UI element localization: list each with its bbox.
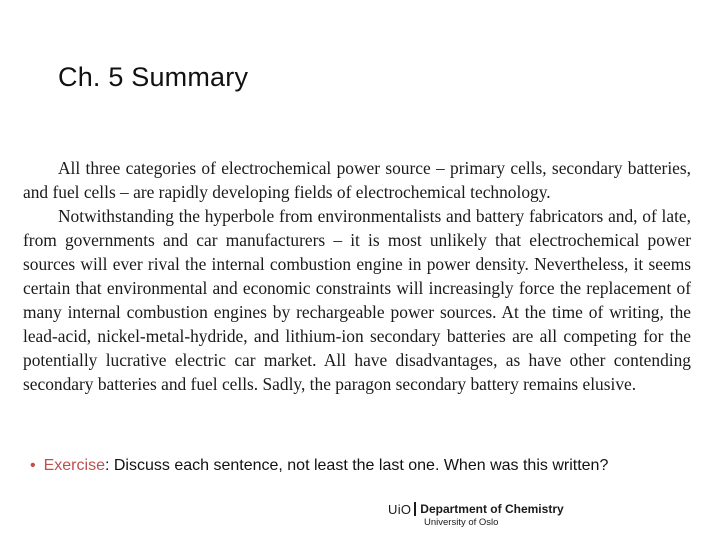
paragraph-two: Notwithstanding the hyperbole from environmentalists and battery fabricators and, of late, from governments and car manufacturers – it is most unlikely that electrochemical power sources will ever rival the internal combustion engine in power density. Nevertheless, it seems certain that environmental and economic constraints will increasingly force the replacement of many internal combustion engines by rechargeable power sources. At the time of writing, the lead-acid, nickel-metal-hydride, and lithium-ion secondary batteries are all competing for the potentially lucrative electric car market. All have disadvantages, as have other contending secondary batteries and fuel cells. Sadly, the paragon secondary battery remains elusive. [23,206,691,394]
university-name: University of Oslo [424,517,499,528]
uio-department-logo [388,501,564,528]
uio-logo-text: UiO [388,501,412,517]
logo-divider [414,502,416,516]
paragraph-one: All three categories of electrochemical power source – primary cells, secondary batteries, and fuel cells – are rapidly developing fields of electrochemical technology. [23,158,691,202]
slide-title: Ch. 5 Summary [58,62,249,92]
scanned-text-excerpt [23,156,691,396]
bullet-icon: • [30,457,36,474]
exercise-keyword: Exercise [43,457,105,474]
department-name: Department of Chemistry [420,502,564,516]
exercise-text: : Discuss each sentence, not least the last one. When was this written? [104,457,609,474]
exercise-bullet [30,457,608,475]
